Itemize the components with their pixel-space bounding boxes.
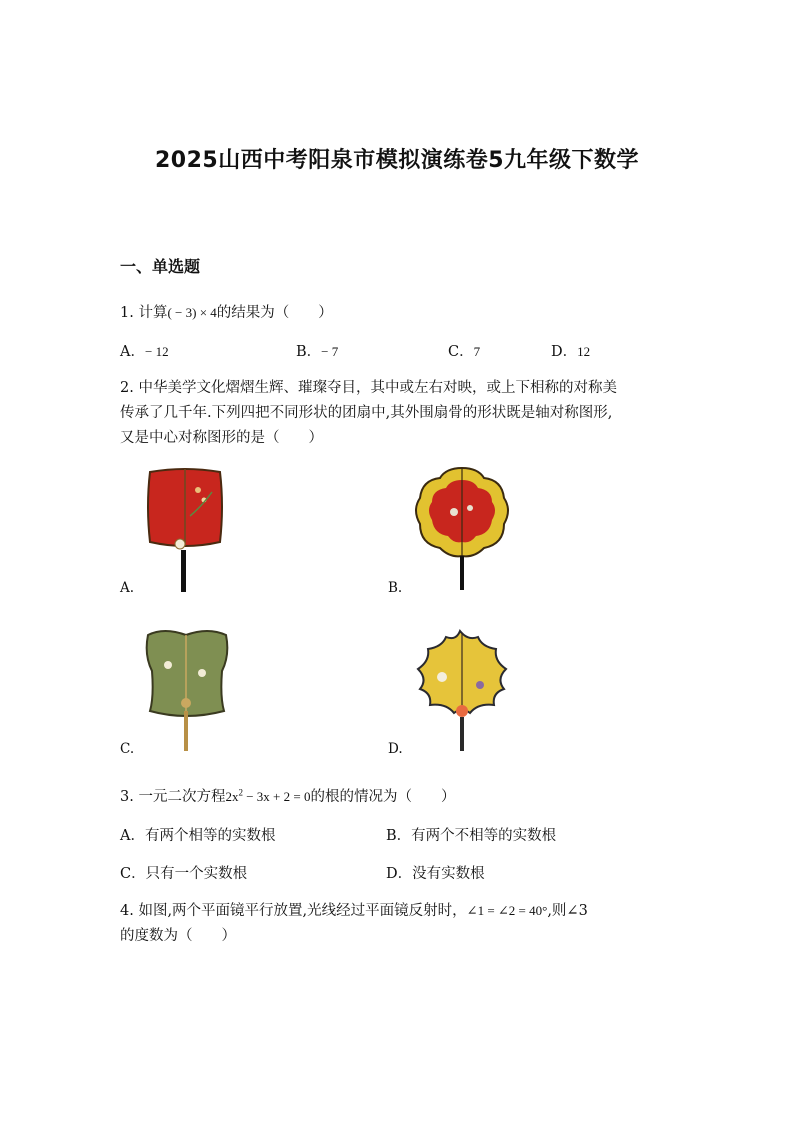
option-d: D．没有实数根 — [386, 866, 485, 882]
option-a: A．有两个相等的实数根 — [120, 828, 276, 844]
question-number: 3. — [120, 789, 134, 805]
fan-option-d-label: D. — [388, 741, 403, 757]
question-3 — [120, 785, 455, 806]
question-1 — [120, 301, 333, 322]
question-text-prefix: 一元二次方程 — [138, 789, 226, 805]
red-square-fan-icon — [140, 466, 230, 594]
question-2-line-1: 2. 中华美学文化熠熠生辉、璀璨夺目，其中或左右对映，或上下相称的对称美 — [120, 380, 617, 396]
math-expression: $2x^2 - 3x + 2 = 0$ — [225, 787, 311, 804]
question-4-line-2: 的度数为（ ） — [120, 928, 236, 944]
yellow-leaf-fan-icon — [412, 627, 512, 753]
option-d: D．12 — [551, 344, 591, 360]
math-expression: ∠1 = ∠2 = 40° — [466, 903, 548, 918]
fan-option-b-label: B. — [388, 580, 403, 596]
question-text-prefix: 计算 — [138, 305, 168, 321]
option-c: C．只有一个实数根 — [120, 866, 248, 882]
fan-option-c-label: C. — [120, 741, 135, 757]
option-a: A．− 12 — [120, 344, 169, 360]
question-number: 1. — [120, 305, 134, 321]
green-fan-icon — [142, 627, 232, 753]
question-4-line-1: 4. 如图,两个平面镜平行放置,光线经过平面镜反射时，∠1 = ∠2 = 40°,则∠3 — [120, 903, 588, 919]
red-yellow-lobed-fan-icon — [412, 464, 512, 594]
option-b: B．− 7 — [296, 344, 339, 360]
page-title: 2025山西中考阳泉市模拟演练卷5九年级下数学 — [154, 148, 640, 173]
question-2-line-3: 又是中心对称图形的是（ ） — [120, 430, 323, 446]
question-2-line-2: 传承了几千年.下列四把不同形状的团扇中,其外围扇骨的形状既是轴对称图形, — [120, 405, 613, 421]
fan-option-a-label: A. — [120, 580, 135, 596]
option-b: B．有两个不相等的实数根 — [386, 828, 557, 844]
section-heading: 一、单选题 — [120, 257, 201, 276]
math-expression: ( − 3) × 4 — [167, 305, 217, 320]
option-c: C．7 — [448, 344, 481, 360]
question-text-suffix: 的根的情况为（ ） — [310, 789, 456, 805]
question-text-suffix: 的结果为（ ） — [216, 305, 333, 321]
